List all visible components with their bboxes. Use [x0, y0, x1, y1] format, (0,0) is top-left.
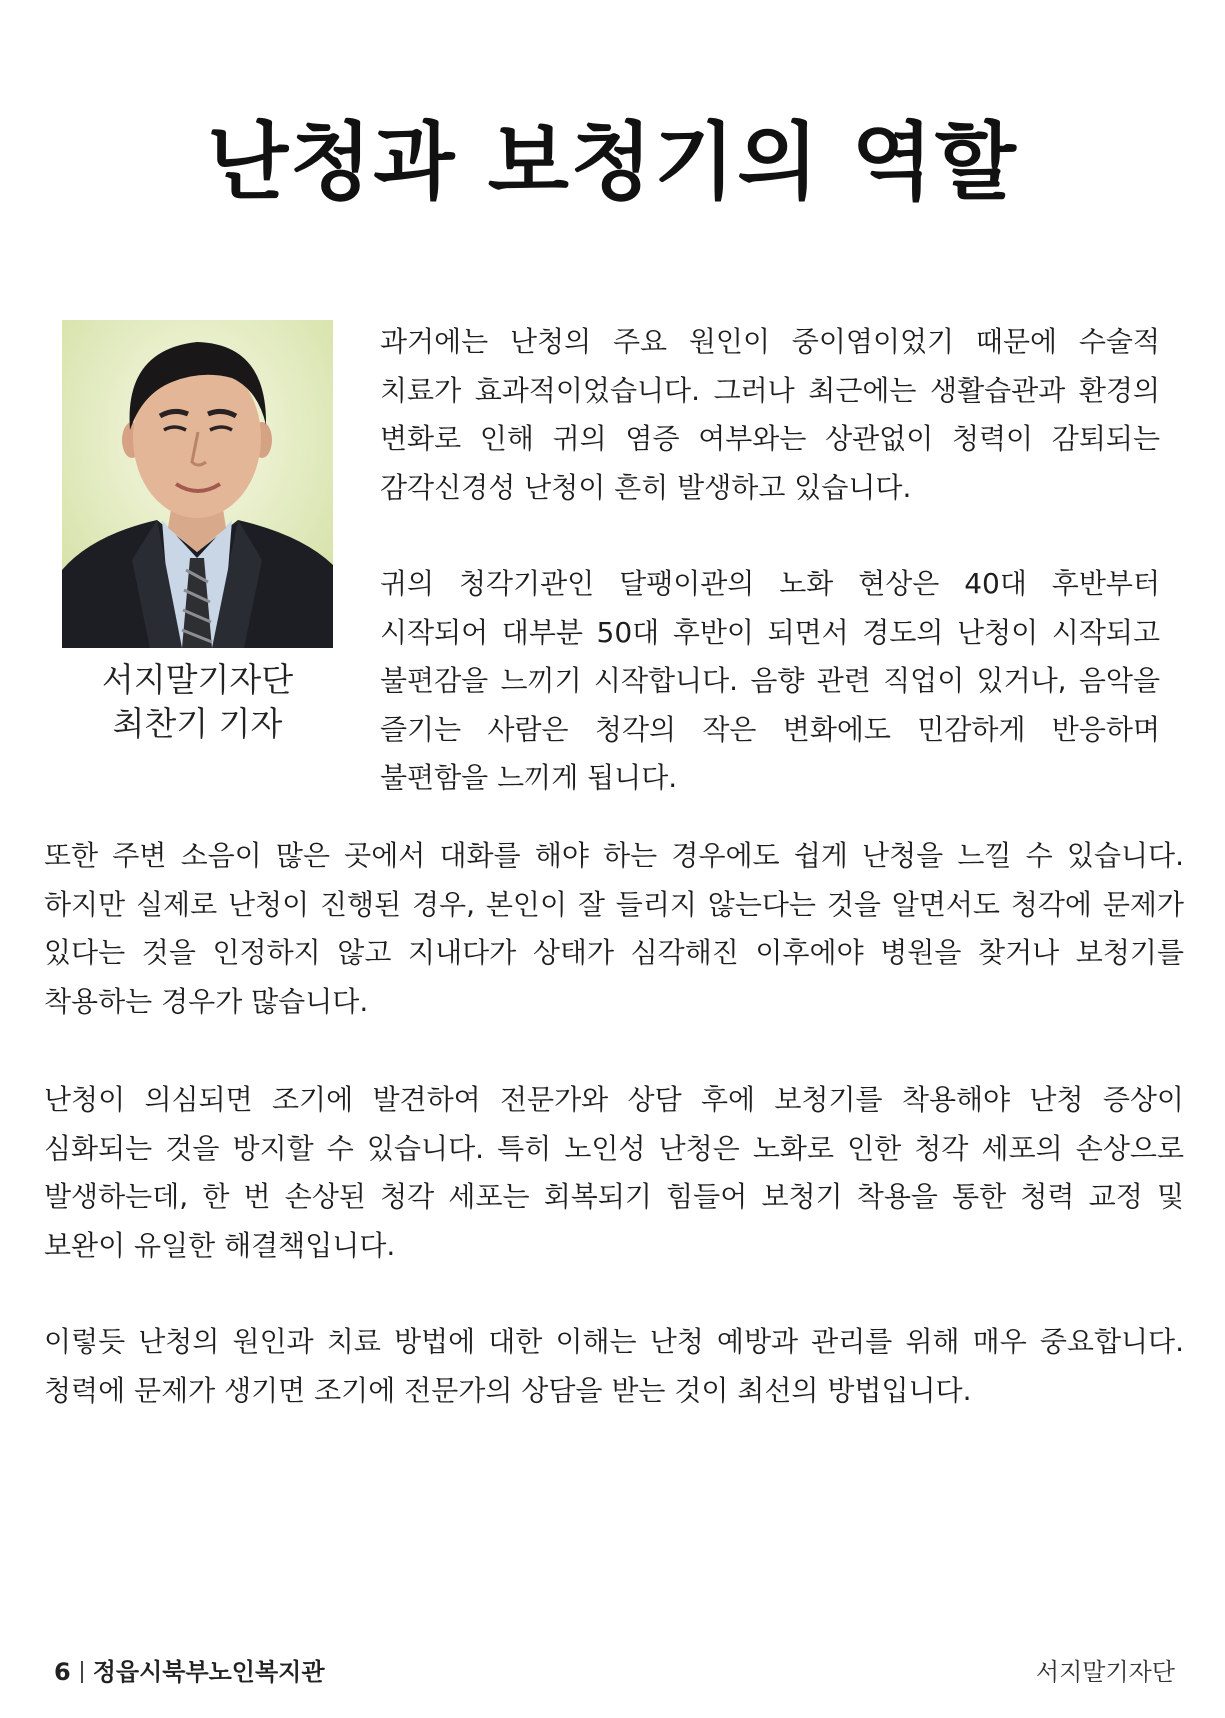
author-name: 최찬기 기자	[112, 704, 283, 743]
paragraph-3: 또한 주변 소음이 많은 곳에서 대화를 해야 하는 경우에도 쉽게 난청을 느낄 수 있습니다. 하지만 실제로 난청이 진행된 경우, 본인이 잘 들리지 않는다는 것을 알면서도 청각에 문제가 있다는 것을 인정하지 않고 지내다가 상태가 심각해진 이후에야 병원을 찾거나 보청기를 착용하는 경우가 많습니다.	[44, 839, 1184, 1018]
paragraph-4: 난청이 의심되면 조기에 발견하여 전문가와 상담 후에 보청기를 착용해야 난청 증상이 심화되는 것을 방지할 수 있습니다. 특히 노인성 난청은 노화로 인한 청각 세포의 손상으로 발생하는데, 한 번 손상된 청각 세포는 회복되기 힘들어 보청기 착용을 통한 청력 교정 및 보완이 유일한 해결책입니다.	[44, 1083, 1184, 1262]
paragraph-2: 귀의 청각기관인 달팽이관의 노화 현상은 40대 후반부터 시작되어 대부분 50대 후반이 되면서 경도의 난청이 시작되고 불편감을 느끼기 시작합니다. 음향 관련 직업이 있거나, 음악을 즐기는 사람은 청각의 작은 변화에도 민감하게 반응하며 불편함을 느끼게 됩니다.	[380, 567, 1160, 794]
page-number: 6	[54, 1658, 71, 1686]
paragraph-1: 과거에는 난청의 주요 원인이 중이염이었기 때문에 수술적 치료가 효과적이었습니다. 그러나 최근에는 생활습관과 환경의 변화로 인해 귀의 염증 여부와는 상관없이 청력이 감퇴되는 감각신경성 난청이 흔히 발생하고 있습니다.	[380, 325, 1160, 504]
author-photo	[62, 320, 333, 648]
page-title: 난청과 보청기의 역할	[207, 113, 1018, 211]
paragraph-5: 이렇듯 난청의 원인과 치료 방법에 대한 이해는 난청 예방과 관리를 위해 매우 중요합니다. 청력에 문제가 생기면 조기에 전문가의 상담을 받는 것이 최선의 방법입니다.	[44, 1325, 1184, 1407]
footer-publisher: 정읍시북부노인복지관	[92, 1658, 325, 1686]
footer-right-label: 서지말기자단	[1035, 1658, 1175, 1686]
footer-left	[54, 1657, 325, 1687]
author-caption	[62, 658, 333, 746]
footer-divider	[81, 1661, 83, 1683]
author-organization: 서지말기자단	[101, 660, 294, 699]
